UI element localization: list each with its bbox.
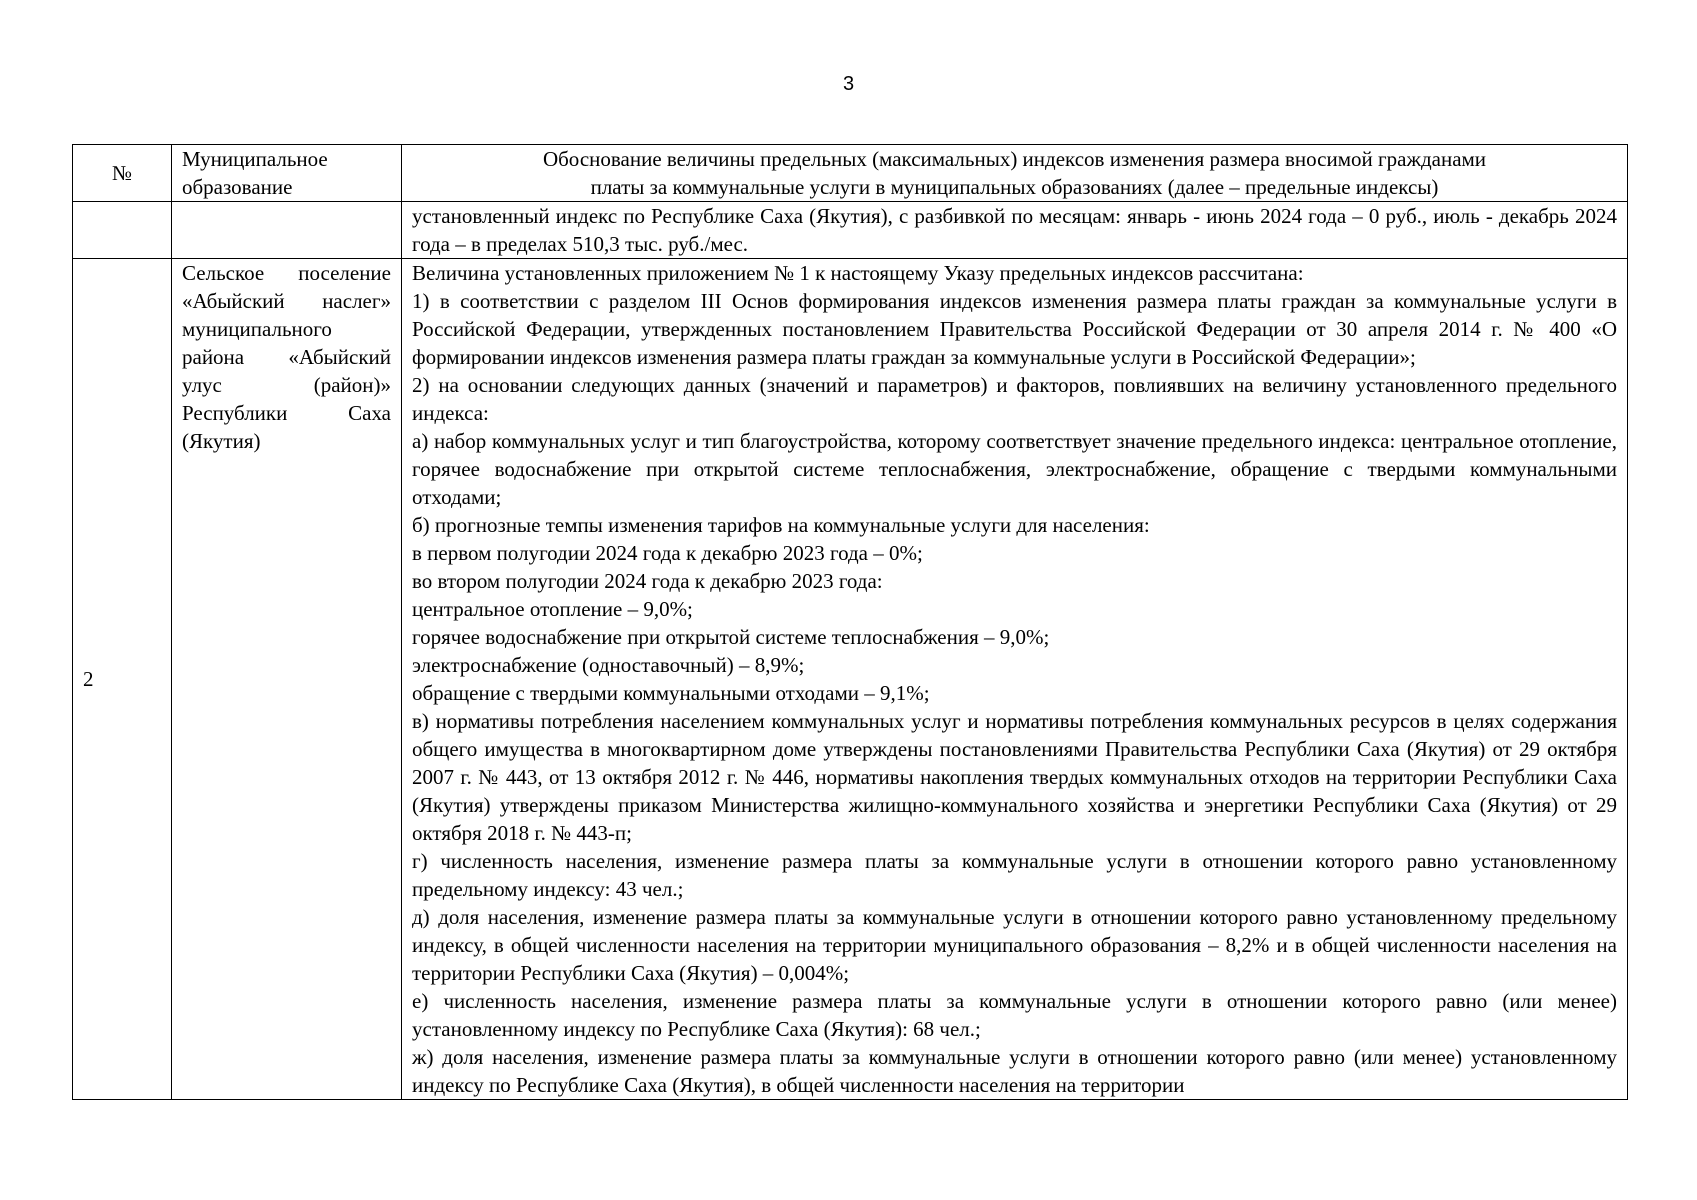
row-number: 2 — [83, 667, 94, 691]
basis-paragraph: а) набор коммунальных услуг и тип благоустройства, которому соответствует значение предельного индекса: центральное отопление, горячее водоснабжение при открытой системе теплоснабжения, электроснабжение, обращение с твердыми коммунальными отходами; — [412, 429, 1617, 509]
continuation-number-cell — [73, 202, 172, 259]
continuation-basis-text: установленный индекс по Республике Саха (Якутия), с разбивкой по месяцам: январь - июнь 2024 года – 0 руб., июль - декабрь 2024 года – в пределах 510,3 тыс. руб./мес. — [412, 204, 1617, 256]
basis-paragraph: 1) в соответствии с разделом III Основ формирования индексов изменения размера платы граждан за коммунальные услуги в Российской Федерации, утвержденных постановлением Правительства Российской Федерации от 30 апреля 2014 г. № 400 «О формировании индексов изменения размера платы граждан за коммунальные услуги в Российской Федерации»; — [412, 289, 1617, 369]
table-row — [73, 259, 1628, 1100]
basis-cell — [402, 259, 1628, 1100]
basis-paragraph: обращение с твердыми коммунальными отходами – 9,1%; — [412, 681, 930, 705]
header-number-cell — [73, 145, 172, 202]
header-basis-line2: платы за коммунальные услуги в муниципальных образованиях (далее – предельные индексы) — [590, 175, 1439, 199]
header-municipality-cell — [172, 145, 402, 202]
table-row — [73, 202, 1628, 259]
page-number: 3 — [842, 73, 855, 95]
basis-paragraph: ж) доля населения, изменение размера платы за коммунальные услуги в отношении которого равно (или менее) установленному индексу по Республике Саха (Якутия), в общей численности населения на территории — [412, 1045, 1617, 1097]
basis-paragraph: горячее водоснабжение при открытой системе теплоснабжения – 9,0%; — [412, 625, 1050, 649]
basis-paragraph: в первом полугодии 2024 года к декабрю 2023 года – 0%; — [412, 541, 923, 565]
continuation-basis-cell — [402, 202, 1628, 259]
header-municipality-line2: образование — [182, 175, 293, 199]
municipality-name: Сельское поселение «Абыйский наслег» муниципального района «Абыйский улус (район)» Республики Саха (Якутия) — [182, 261, 391, 453]
basis-paragraph: д) доля населения, изменение размера платы за коммунальные услуги в отношении которого равно установленному предельному индексу, в общей численности населения на территории муниципального образования – 8,2% и в общей численности населения на территории Республики Саха (Якутия) – 0,004%; — [412, 905, 1617, 985]
header-basis-line1: Обоснование величины предельных (максимальных) индексов изменения размера вносимой гражданами — [542, 147, 1487, 171]
limit-index-table — [72, 144, 1628, 1100]
header-municipality-line1: Муниципальное — [182, 147, 328, 171]
basis-paragraph: в) нормативы потребления населением коммунальных услуг и нормативы потребления коммунальных ресурсов в целях содержания общего имущества в многоквартирном доме утверждены постановлениями Правительства Республики Саха (Якутия) от 29 октября 2007 г. № 443, от 13 октября 2012 г. № 446, нормативы накопления твердых коммунальных отходов на территории Республики Саха (Якутия) утверждены приказом Министерства жилищно-коммунального хозяйства и энергетики Республики Саха (Якутия) от 29 октября 2018 г. № 443-п; — [412, 709, 1617, 845]
header-number: № — [111, 161, 133, 185]
municipality-cell — [172, 259, 402, 1100]
basis-paragraph: во втором полугодии 2024 года к декабрю 2023 года: — [412, 569, 883, 593]
table-header-row — [73, 145, 1628, 202]
basis-paragraph: центральное отопление – 9,0%; — [412, 597, 693, 621]
row-number-cell — [73, 259, 172, 1100]
continuation-municipality-cell — [172, 202, 402, 259]
header-basis-cell — [402, 145, 1628, 202]
basis-paragraph: е) численность населения, изменение размера платы за коммунальные услуги в отношении которого равно (или менее) установленному индексу по Республике Саха (Якутия): 68 чел.; — [412, 989, 1617, 1041]
basis-paragraph: б) прогнозные темпы изменения тарифов на коммунальные услуги для населения: — [412, 513, 1150, 537]
basis-paragraph: г) численность населения, изменение размера платы за коммунальные услуги в отношении которого равно установленному предельному индексу: 43 чел.; — [412, 849, 1617, 901]
basis-paragraph: электроснабжение (одноставочный) – 8,9%; — [412, 653, 805, 677]
basis-paragraph: Величина установленных приложением № 1 к настоящему Указу предельных индексов рассчитана: — [412, 261, 1304, 285]
basis-paragraph: 2) на основании следующих данных (значений и параметров) и факторов, повлиявших на величину установленного предельного индекса: — [412, 373, 1617, 425]
